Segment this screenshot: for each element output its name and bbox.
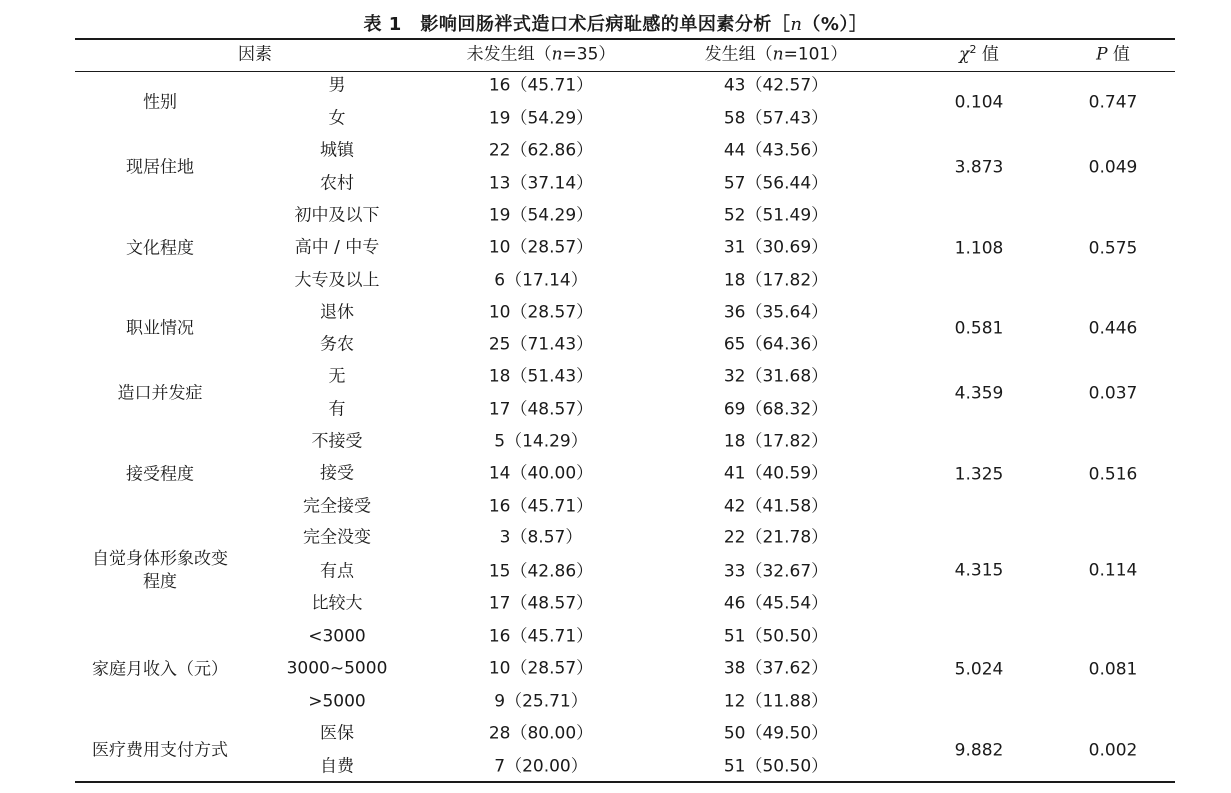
cell-occurrence: 65（64.36） [723, 334, 829, 355]
factor-name: 性别 [143, 92, 177, 112]
level-label: 高中 / 中专 [294, 237, 380, 258]
factor-name: 接受程度 [126, 464, 194, 484]
cell-occurrence: 51（50.50） [723, 626, 829, 647]
factor-name: 自觉身体形象改变 程度 [92, 549, 228, 592]
p-value: 0.446 [1088, 318, 1138, 339]
table-header-rule [75, 71, 1175, 72]
p-value: 0.002 [1088, 740, 1138, 760]
cell-occurrence: 38（37.62） [723, 658, 829, 679]
level-label: 大专及以上 [294, 270, 380, 291]
cell-no-occurrence: 3（8.57） [499, 527, 583, 548]
table-title-suffix: （%）］ [802, 14, 868, 35]
cell-occurrence: 18（17.82） [723, 431, 829, 452]
level-label: 完全接受 [303, 496, 371, 517]
level-label: <3000 [308, 626, 366, 647]
level-label: 退休 [320, 302, 354, 323]
level-label: 农村 [320, 173, 354, 194]
level-label: 务农 [320, 334, 354, 355]
level-label: 完全没变 [303, 527, 371, 548]
factor-name: 现居住地 [126, 157, 194, 177]
header-factor: 因素 [238, 44, 272, 65]
header-chi-square: $\chi^2$ 值 [959, 42, 999, 65]
cell-no-occurrence: 6（17.14） [494, 270, 588, 291]
level-label: 自费 [320, 756, 354, 777]
chi-square-value: 4.359 [954, 383, 1004, 403]
cell-occurrence: 33（32.67） [723, 561, 829, 582]
cell-occurrence: 22（21.78） [723, 527, 829, 548]
factor-name: 职业情况 [126, 318, 194, 339]
cell-occurrence: 51（50.50） [723, 756, 829, 777]
cell-no-occurrence: 25（71.43） [488, 334, 594, 355]
cell-occurrence: 52（51.49） [723, 205, 829, 226]
chi-square-value: 4.315 [954, 560, 1004, 581]
level-label: 城镇 [320, 140, 354, 161]
cell-no-occurrence: 10（28.57） [488, 237, 594, 258]
cell-occurrence: 44（43.56） [723, 140, 829, 161]
cell-no-occurrence: 19（54.29） [488, 108, 594, 129]
cell-occurrence: 12（11.88） [723, 691, 829, 712]
level-label: 无 [328, 366, 346, 387]
level-label: 医保 [320, 723, 354, 744]
level-label: 男 [328, 75, 346, 96]
chi-square-value: 0.581 [954, 318, 1004, 339]
p-value: 0.575 [1088, 238, 1138, 258]
cell-occurrence: 31（30.69） [723, 237, 829, 258]
level-label: 有 [328, 399, 346, 420]
cell-no-occurrence: 10（28.57） [488, 658, 594, 679]
cell-no-occurrence: 16（45.71） [488, 496, 594, 517]
cell-no-occurrence: 7（20.00） [494, 756, 588, 777]
cell-no-occurrence: 13（37.14） [488, 173, 594, 194]
table-top-rule [75, 38, 1175, 40]
level-label: 女 [328, 108, 346, 129]
cell-occurrence: 41（40.59） [723, 463, 829, 484]
cell-occurrence: 57（56.44） [723, 173, 829, 194]
p-value: 0.516 [1088, 464, 1138, 484]
chi-square-value: 1.108 [954, 238, 1004, 258]
cell-occurrence: 69（68.32） [723, 399, 829, 420]
cell-occurrence: 50（49.50） [723, 723, 829, 744]
chi-square-value: 1.325 [954, 464, 1004, 484]
level-label: 不接受 [311, 431, 363, 452]
cell-no-occurrence: 19（54.29） [488, 205, 594, 226]
cell-occurrence: 18（17.82） [723, 270, 829, 291]
factor-name: 家庭月收入（元） [92, 659, 228, 679]
cell-no-occurrence: 10（28.57） [488, 302, 594, 323]
cell-no-occurrence: 16（45.71） [488, 626, 594, 647]
cell-no-occurrence: 17（48.57） [488, 593, 594, 614]
cell-occurrence: 43（42.57） [723, 75, 829, 96]
cell-no-occurrence: 17（48.57） [488, 399, 594, 420]
chi-square-value: 3.873 [954, 157, 1004, 177]
table-bottom-rule [75, 781, 1175, 783]
p-value: 0.114 [1088, 560, 1138, 581]
p-value: 0.747 [1088, 92, 1138, 112]
factor-name: 造口并发症 [117, 383, 203, 403]
cell-no-occurrence: 14（40.00） [488, 463, 594, 484]
cell-no-occurrence: 5（14.29） [494, 431, 588, 452]
cell-occurrence: 46（45.54） [723, 593, 829, 614]
factor-name: 医疗费用支付方式 [92, 740, 228, 760]
cell-occurrence: 58（57.43） [723, 108, 829, 129]
cell-no-occurrence: 18（51.43） [488, 366, 594, 387]
header-group-no: 未发生组（n=35） [466, 44, 616, 65]
table-title-n: n [790, 14, 803, 35]
level-label: 比较大 [311, 593, 363, 614]
level-label: 有点 [320, 561, 354, 582]
cell-occurrence: 42（41.58） [723, 496, 829, 517]
p-value: 0.049 [1088, 157, 1138, 177]
cell-no-occurrence: 22（62.86） [488, 140, 594, 161]
level-label: 接受 [320, 463, 354, 484]
chi-square-value: 9.882 [954, 740, 1004, 760]
cell-occurrence: 36（35.64） [723, 302, 829, 323]
table-title [0, 10, 1231, 36]
cell-no-occurrence: 15（42.86） [488, 561, 594, 582]
level-label: 3000~5000 [286, 658, 388, 679]
table-title-prefix: 表 1 影响回肠袢式造口术后病耻感的单因素分析［ [363, 14, 791, 35]
cell-no-occurrence: 9（25.71） [494, 691, 588, 712]
level-label: >5000 [308, 691, 366, 712]
cell-occurrence: 32（31.68） [723, 366, 829, 387]
level-label: 初中及以下 [294, 205, 380, 226]
factor-name: 文化程度 [126, 238, 194, 258]
cell-no-occurrence: 28（80.00） [488, 723, 594, 744]
chi-square-value: 0.104 [954, 92, 1004, 112]
header-group-yes: 发生组（n=101） [704, 44, 848, 65]
p-value: 0.037 [1088, 383, 1138, 403]
header-p-value: P 值 [1096, 44, 1130, 65]
chi-square-value: 5.024 [954, 659, 1004, 679]
p-value: 0.081 [1088, 659, 1138, 679]
cell-no-occurrence: 16（45.71） [488, 75, 594, 96]
